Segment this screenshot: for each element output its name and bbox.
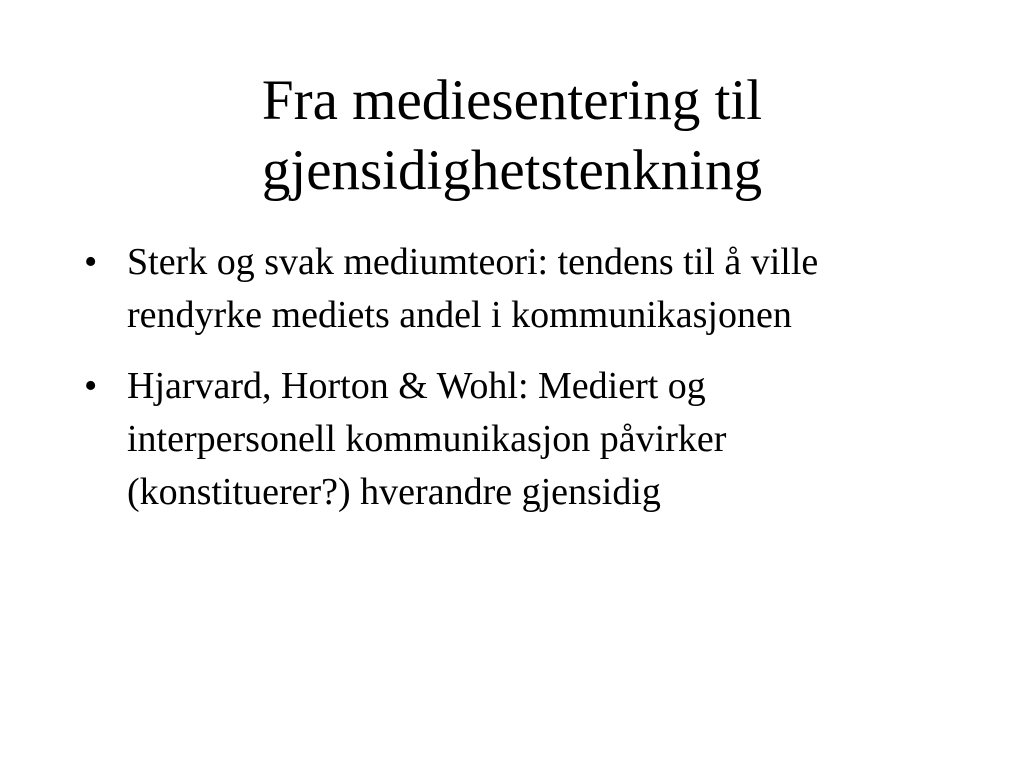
bullet-icon: • — [84, 365, 98, 407]
bullet-text: Sterk og svak mediumteori: tendens til å ville rendyrke mediets andel i kommunikasjonen — [127, 241, 819, 336]
bullet-text: Hjarvard, Horton & Wohl: Mediert og interpersonell kommunikasjon påvirker (konstituerer?) hverandre gjensidig — [127, 365, 727, 513]
bullet-list — [84, 236, 904, 537]
slide-title-line-1: Fra mediesentering til — [261, 69, 763, 132]
slide-title-line-2: gjensidighetstenkning — [261, 139, 763, 202]
bullet-icon: • — [84, 241, 98, 283]
bullet-item — [84, 360, 904, 519]
slide-title — [80, 66, 944, 206]
bullet-item — [84, 236, 904, 342]
